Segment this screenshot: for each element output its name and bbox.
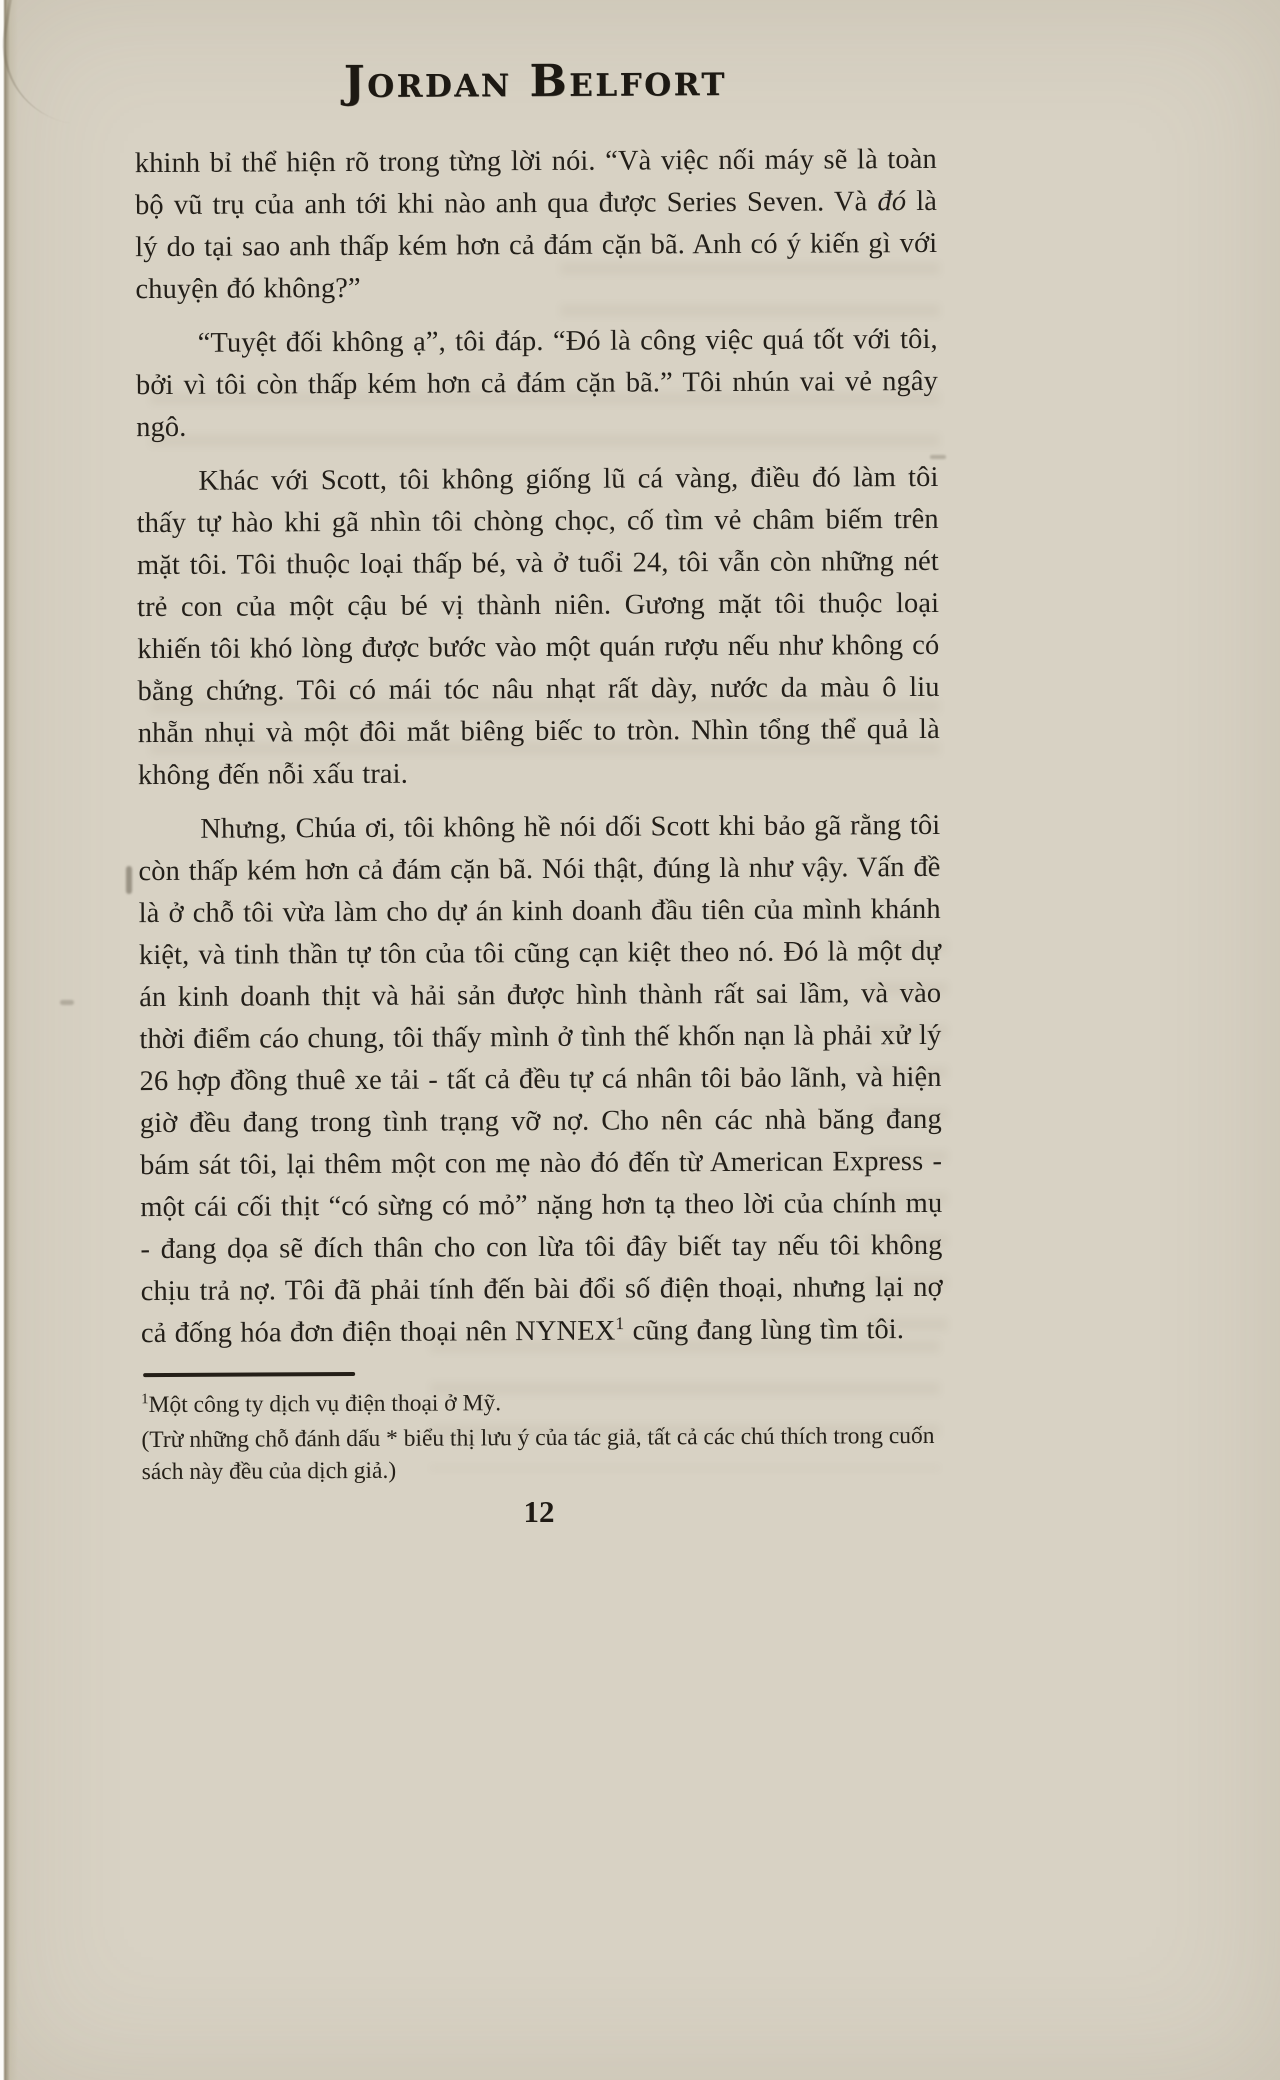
footnote-marker: 1 <box>141 1391 149 1408</box>
footnote-marker: 1 <box>615 1313 625 1334</box>
body-paragraph-1 <box>135 139 938 311</box>
book-header-title: Jordan Belfort <box>343 55 728 109</box>
body-paragraph-2: “Tuyệt đối không ạ”, tôi đáp. “Đó là công việc quá tốt với tôi, bởi vì tôi còn thấp kém hơn cả đám cặn bã.” Tôi nhún vai vẻ ngây ngô. <box>135 323 939 444</box>
scan-smudge-artifact <box>60 1000 74 1005</box>
scan-smudge-artifact <box>126 866 132 894</box>
footnote-divider-rule <box>143 1372 355 1377</box>
page-content <box>134 54 943 1491</box>
paragraph-text: Nhưng, Chúa ơi, tôi không hề nói dối Scott khi bảo gã rằng tôi còn thấp kém hơn cả đám cặn bã. Nói thật, đúng là như vậy. Vấn đề là ở chỗ tôi vừa làm cho dự án kinh doanh đầu tiên của mình khánh kiệt, và tinh thần tự tôn của tôi cũng cạn kiệt theo nó. Đó là một dự án kinh doanh thịt và hải sản được hình thành rất sai lầm, và vào thời điểm cáo chung, tôi thấy mình ở tình thế khốn nạn là phải xử lý 26 hợp đồng thuê xe tải - tất cả đều tự cá nhân tôi bảo lãnh, và hiện giờ đều đang trong tình trạng vỡ nợ. Cho nên các nhà băng đang bám sát tôi, lại thêm một con mẹ nào đó đến từ American Express - một cái cối thịt “có sừng có mỏ” nặng hơn tạ theo lời của chính mụ - đang dọa sẽ đích thân cho con lừa tôi đây biết tay nếu tôi không chịu trả nợ. Tôi đã phải tính đến bài đổi số điện thoại, nhưng lại nợ cả đống hóa đơn điện thoại nên NYNEX <box>138 809 943 1350</box>
paragraph-text: là lý do tại sao anh thấp kém hơn cả đám cặn bã. Anh có ý kiến gì với chuyện đó không?” <box>135 185 938 306</box>
page-spine-shadow <box>0 0 18 2080</box>
footnote-text: Một công ty dịch vụ điện thoại ở Mỹ. <box>148 1390 502 1419</box>
body-paragraph-3: Khác với Scott, tôi không giống lũ cá vàng, điều đó làm tôi thấy tự hào khi gã nhìn tôi chòng chọc, cố tìm vẻ châm biếm trên mặt tôi. Tôi thuộc loại thấp bé, và ở tuổi 24, tôi vẫn còn những nét trẻ con của một cậu bé vị thành niên. Gương mặt tôi thuộc loại khiến tôi khó lòng được bước vào một quán rượu nếu như không có bằng chứng. Tôi có mái tóc nâu nhạt rất dày, nước da màu ô liu nhẵn nhụi và một đôi mắt biêng biếc to tròn. Nhìn tổng thể quả là không đến nỗi xấu trai. <box>136 461 940 792</box>
footnote-line-1 <box>141 1385 943 1422</box>
body-paragraph-4 <box>138 805 943 1355</box>
footnote-line-2: (Trừ những chỗ đánh dấu * biểu thị lưu ý của tác giả, tất cả các chú thích trong cuốn sách này đều của dịch giả.) <box>141 1422 935 1486</box>
paragraph-text: cũng đang lùng tìm tôi. <box>624 1314 905 1347</box>
page-number: 12 <box>523 1494 555 1529</box>
paragraph-text: khinh bỉ thể hiện rõ trong từng lời nói. “Và việc nối máy sẽ là toàn bộ vũ trụ của anh tới khi nào anh qua được Series Seven. Và <box>134 143 937 222</box>
italic-word: đó <box>877 186 907 218</box>
